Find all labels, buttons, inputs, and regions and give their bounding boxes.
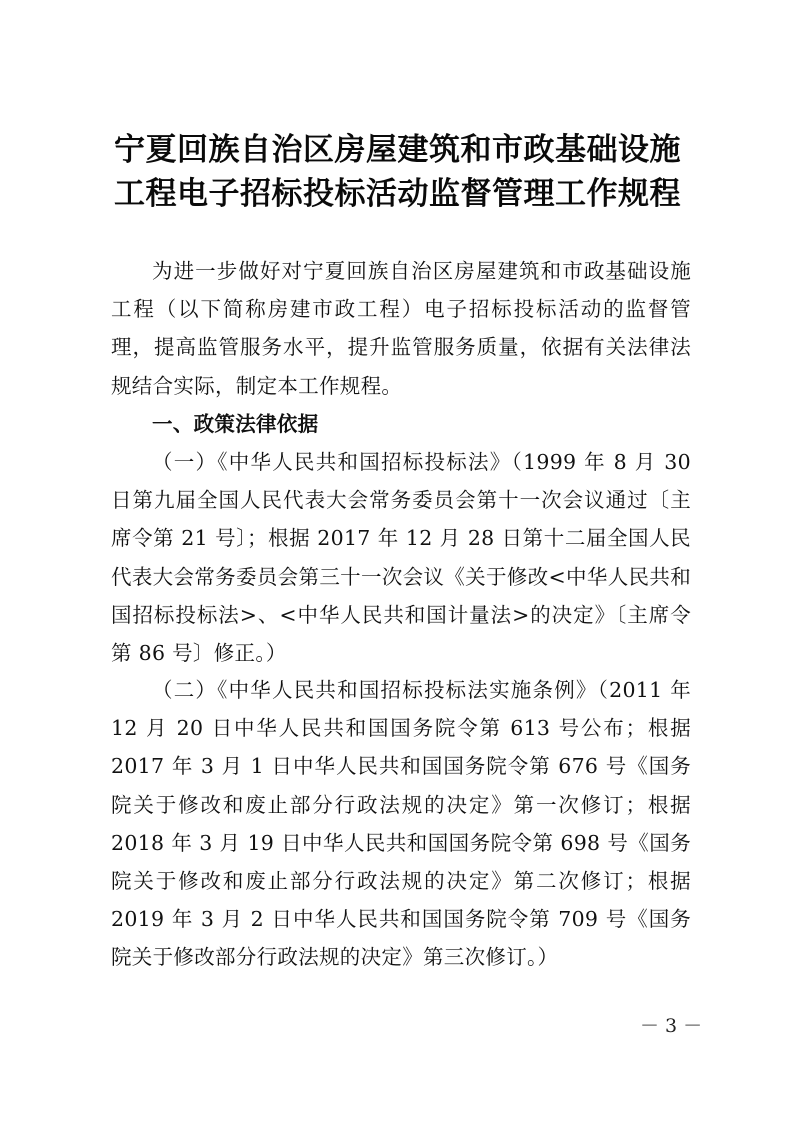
document-title-line-1: 宁夏回族自治区房屋建筑和市政基础设施 [114, 132, 681, 168]
document-title-line-2: 工程电子招标投标活动监督管理工作规程 [114, 176, 681, 212]
intro-paragraph: 为进一步做好对宁夏回族自治区房屋建筑和市政基础设施工程（以下简称房建市政工程）电子招标投标活动的监督管理，提高监管服务水平，提升监管服务质量，依据有关法律法规结合实际，制定本工作规程。 [111, 259, 691, 398]
section-heading: 一、政策法律依据 [152, 412, 319, 436]
legal-basis-item-1: （一）《中华人民共和国招标投标法》（1999 年 8 月 30 日第九届全国人民代表大会常务委员会第十一次会议通过〔主席令第 21 号〕；根据 2017 年 12 月 28 日第十二届全国人民代表大会常务委员会第三十一次会议《关于修改<中华人民共和国招标投标法>、<中华人民共和国计量法>的决定》〔主席令第 86 号〕修正。） [111, 450, 691, 666]
page-number: － 3 － [640, 1015, 703, 1037]
legal-basis-item-2: （二）《中华人民共和国招标投标法实施条例》（2011 年 12 月 20 日中华人民共和国国务院令第 613 号公布；根据 2017 年 3 月 1 日中华人民共和国国务院令第 676 号《国务院关于修改和废止部分行政法规的决定》第一次修订；根据 2018 年 3 月 19 日中华人民共和国国务院令第 698 号《国务院关于修改和废止部分行政法规的决定》第二次修订；根据 2019 年 3 月 2 日中华人民共和国国务院令第 709 号《国务院关于修改部分行政法规的决定》第三次修订。） [111, 678, 691, 970]
